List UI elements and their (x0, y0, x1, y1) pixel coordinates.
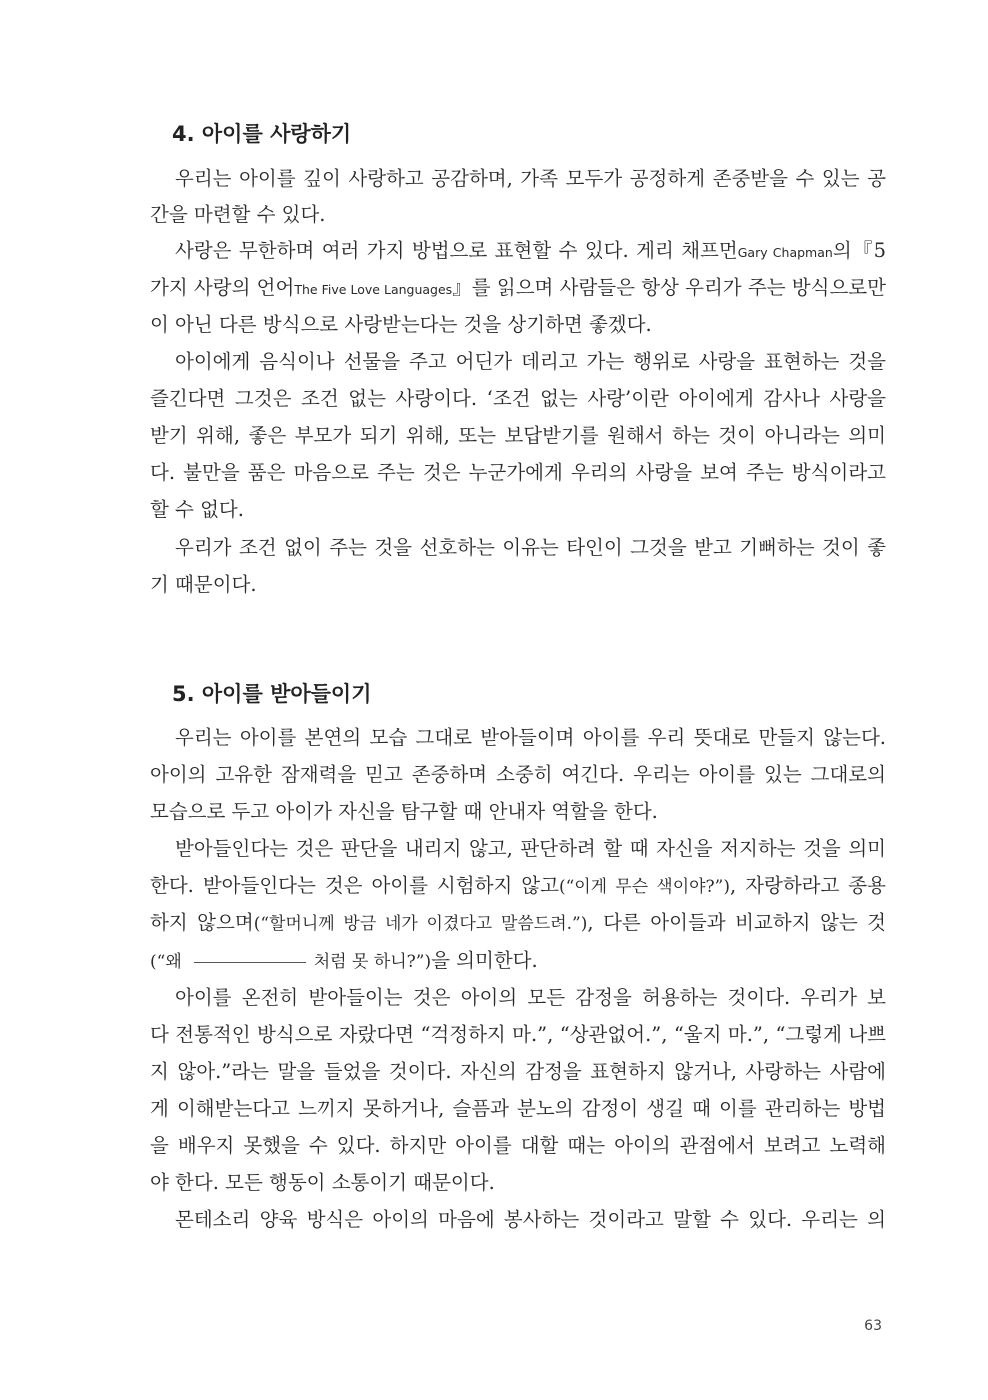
text-line: 기 때문이다. (150, 573, 257, 596)
text-line: 우리는 아이를 본연의 모습 그대로 받아들이며 아이를 우리 뜻대로 만들지 않는다. (175, 726, 886, 749)
text-line: 우리가 조건 없이 주는 것을 선호하는 이유는 타인이 그것을 받고 기뻐하는 것이 좋 (175, 536, 886, 559)
text-line: 을 배우지 못했을 수 있다. 하지만 아이를 대할 때는 아이의 관점에서 보려고 노력해 (150, 1134, 886, 1157)
text-line: 할 수 없다. (150, 498, 244, 521)
text-line: 받아들인다는 것은 판단을 내리지 않고, 판단하려 할 때 자신을 저지하는 것을 의미 (175, 837, 886, 860)
text-line: 간을 마련할 수 있다. (150, 203, 326, 226)
text-line: 다. 불만을 품은 마음으로 주는 것은 누군가에게 우리의 사랑을 보여 주는 방식이라고 (150, 461, 886, 484)
text-line: 이 아닌 다른 방식으로 사랑받는다는 것을 상기하면 좋겠다. (150, 313, 652, 336)
text-line: 모습으로 두고 아이가 자신을 탐구할 때 안내자 역할을 한다. (150, 800, 658, 823)
section-5-heading: 5. 아이를 받아들이기 (172, 682, 372, 706)
text-line: 지 않아.”라는 말을 들었을 것이다. 자신의 감정을 표현하지 않거나, 사랑하는 사람에 (150, 1060, 886, 1083)
english-term: Gary Chapman (737, 245, 833, 260)
english-title: The Five Love Languages (294, 282, 453, 297)
text-line: 사랑은 무한하며 여러 가지 방법으로 표현할 수 있다. 게리 채프먼Gary Chapman의『5 (175, 239, 886, 262)
example-quote: (“할머니께 방금 네가 이겼다고 말씀드려.”) (253, 914, 588, 934)
text-line: 아이를 온전히 받아들이는 것은 아이의 모든 감정을 허용하는 것이다. 우리가 보 (175, 986, 886, 1009)
text-line: (“왜 처럼 못 하니?”)을 의미한다. (150, 949, 538, 972)
text-line: 다 전통적인 방식으로 자랐다면 “걱정하지 마.”, “상관없어.”, “울지 마.”, “그렇게 나쁘 (150, 1023, 886, 1046)
text-line: 한다. 받아들인다는 것은 아이를 시험하지 않고(“이게 무슨 색이야?”), 자랑하라고 종용 (150, 874, 886, 897)
example-quote: (“이게 무슨 색이야?”) (558, 877, 730, 897)
text-line: 아이에게 음식이나 선물을 주고 어딘가 데리고 가는 행위로 사랑을 표현하는 것을 (175, 350, 886, 373)
fill-in-blank (194, 961, 306, 963)
text-line: 가지 사랑의 언어The Five Love Languages』를 읽으며 사람들은 항상 우리가 주는 방식으로만 (150, 276, 886, 299)
page-number: 63 (864, 1318, 882, 1334)
text-line: 야 한다. 모든 행동이 소통이기 때문이다. (150, 1171, 495, 1194)
text-line: 우리는 아이를 깊이 사랑하고 공감하며, 가족 모두가 공정하게 존중받을 수 있는 공 (175, 167, 886, 190)
text-line: 몬테소리 양육 방식은 아이의 마음에 봉사하는 것이라고 말할 수 있다. 우리는 의 (175, 1208, 886, 1231)
section-4-heading: 4. 아이를 사랑하기 (172, 122, 352, 146)
text-line: 게 이해받는다고 느끼지 못하거나, 슬픔과 분노의 감정이 생길 때 이를 관리하는 방법 (150, 1097, 886, 1120)
text-line: 받기 위해, 좋은 부모가 되기 위해, 또는 보답받기를 원해서 하는 것이 아니라는 의미 (150, 424, 886, 447)
text-line: 아이의 고유한 잠재력을 믿고 존중하며 소중히 여긴다. 우리는 아이를 있는 그대로의 (150, 763, 886, 786)
text-line: 하지 않으며(“할머니께 방금 네가 이겼다고 말씀드려.”), 다른 아이들과 비교하지 않는 것 (150, 911, 887, 934)
text-line: 즐긴다면 그것은 조건 없는 사랑이다. ‘조건 없는 사랑’이란 아이에게 감사나 사랑을 (150, 387, 886, 410)
